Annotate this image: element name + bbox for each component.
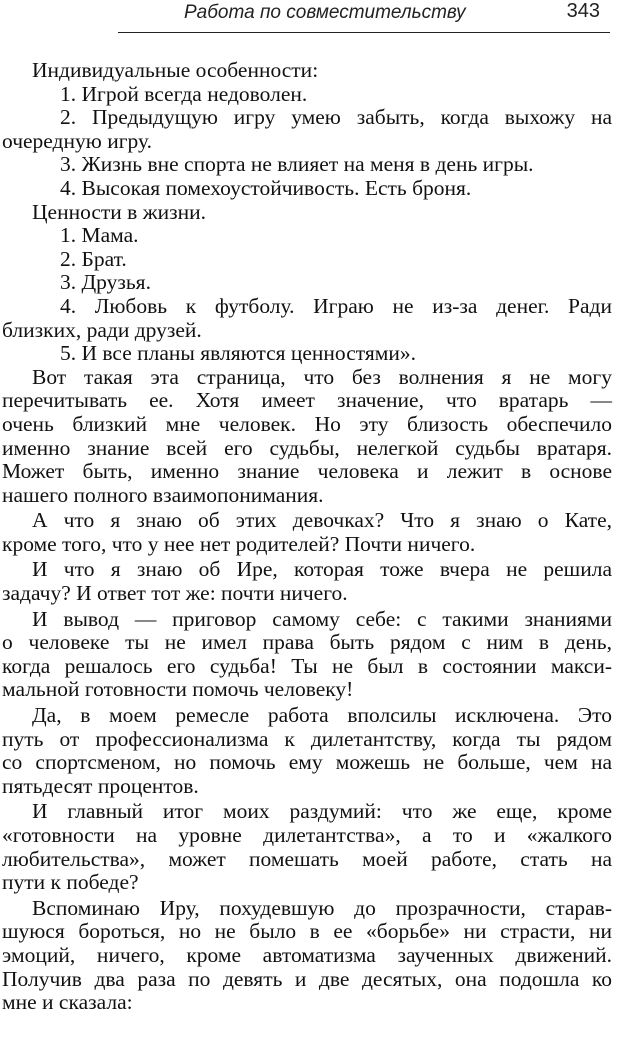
text-line: Индивидуальные особенности: [32, 58, 319, 82]
text-line: пятьдесят процентов. [2, 773, 199, 798]
text-line: со спортсменом, но помочь ему можешь не больше, чем на [2, 750, 612, 775]
text-line: очередную игру. [2, 128, 152, 153]
text-line: «готовности на уровне дилетантства», а то и «жалкого [2, 823, 612, 847]
text-line: Получив два раза по девять и две десятых, она подошла ко [2, 966, 612, 991]
text-line: мне и сказала: [2, 990, 133, 1015]
text-line: шуюся бороться, но не было в ее «борьбе» ни страсти, ни [2, 919, 612, 944]
text-line: 4. Любовь к футболу. Играю не из-за денег. Ради [60, 293, 612, 318]
text-line: любительства», может помешать моей работе, стать на [2, 846, 612, 871]
text-line: И главный итог моих раздумий: что же еще, кроме [32, 799, 612, 824]
text-line: И что я знаю об Ире, которая тоже вчера не решила [32, 557, 612, 582]
text-line: пути к победе? [2, 870, 139, 895]
text-line: Вспоминаю Иру, похудевшую до прозрачности, старав- [32, 895, 612, 920]
text-line: Да, в моем ремесле работа вполсилы исключена. Это [32, 703, 612, 728]
text-line: 2. Брат. [60, 246, 127, 271]
page-number: 343 [566, 0, 600, 22]
page-header [118, 0, 610, 33]
text-line: А что я знаю об этих девочках? Что я знаю о Кате, [32, 508, 612, 533]
text-line: кроме того, что у нее нет родителей? Почти ничего. [2, 531, 476, 556]
text-line: Может быть, именно знание человека и лежит в основе [2, 459, 612, 484]
text-line: задачу? И ответ тот же: почти ничего. [2, 581, 348, 606]
text-line: Вот такая эта страница, что без волнения я не могу [32, 364, 612, 389]
text-line: путь от профессионализма к дилетантству, когда ты рядом [2, 726, 612, 751]
text-line: 5. И все планы являются ценностями». [60, 341, 416, 366]
text-line: 1. Игрой всегда недоволен. [60, 81, 308, 106]
text-line: 2. Предыдущую игру умею забыть, когда выхожу на [60, 105, 612, 130]
text-line: Ценности в жизни. [32, 199, 206, 224]
text-line: именно знание всей его судьбы, нелегкой судьбы вратаря. [2, 435, 612, 460]
text-line: мальной готовности помочь человеку! [2, 677, 354, 702]
text-line: о человеке ты не имел права быть рядом с ним в день, [2, 630, 612, 655]
text-line: очень близкий мне человек. Но эту близость обеспечило [2, 411, 612, 436]
text-line: И вывод — приговор самому себе: с такими знаниями [32, 606, 612, 631]
body-text [2, 59, 612, 1015]
text-line: 3. Жизнь вне спорта не влияет на меня в день игры. [60, 152, 534, 177]
text-line: 4. Высокая помехоустойчивость. Есть броня. [60, 175, 472, 200]
text-line: когда решалось его судьба! Ты не был в состоянии макси- [2, 653, 612, 678]
text-line: перечитывать ее. Хотя имеет значение, что вратарь — [2, 388, 612, 413]
running-title: Работа по совместительству [184, 2, 466, 23]
text-line: близких, ради друзей. [2, 317, 202, 342]
text-line: 1. Мама. [60, 223, 139, 248]
text-line: 3. Друзья. [60, 270, 151, 295]
text-line: нашего полного взаимопонимания. [2, 482, 324, 507]
text-line: эмоций, ничего, кроме автоматизма заученных движений. [2, 942, 612, 967]
